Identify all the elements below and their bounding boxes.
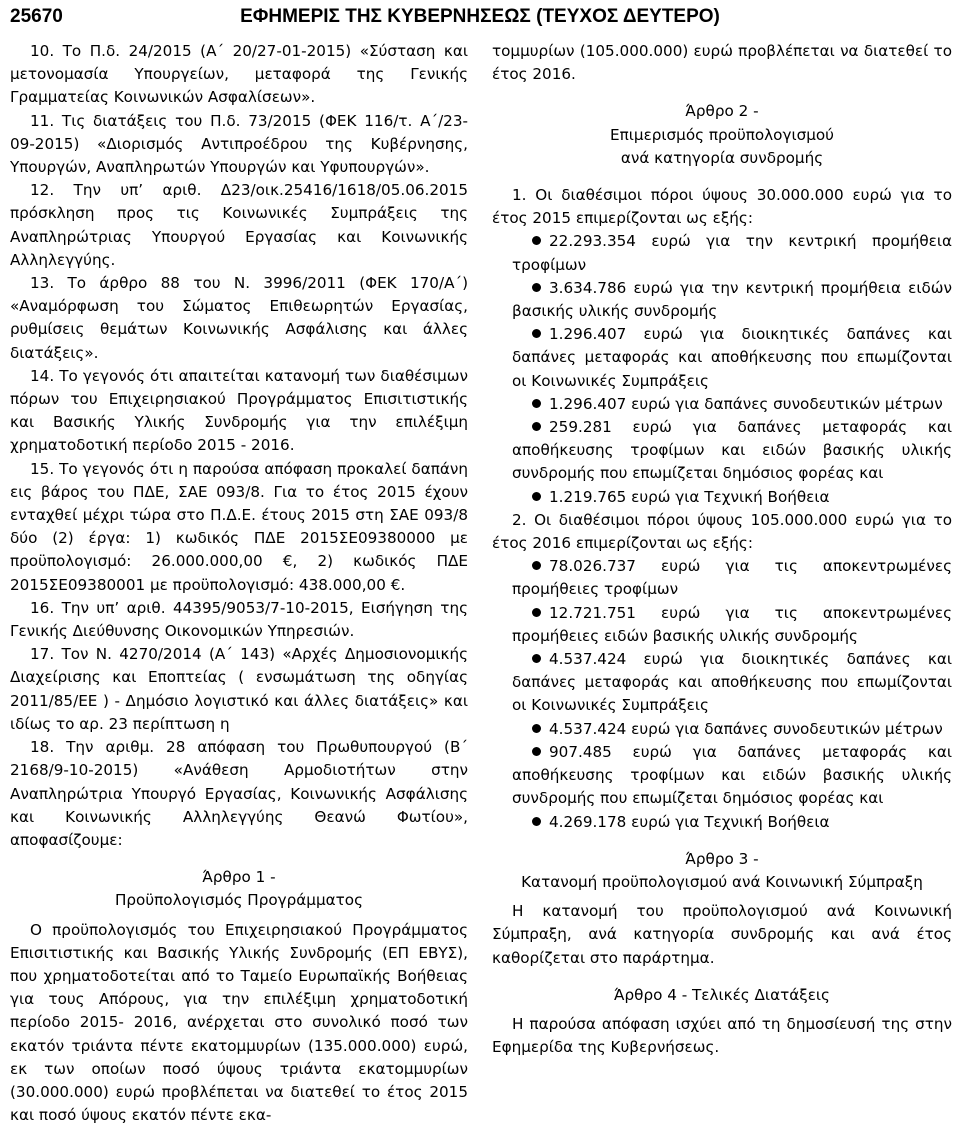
page-header bbox=[0, 0, 960, 40]
article-4-heading: Άρθρο 4 - Τελικές Διατάξεις bbox=[614, 985, 830, 1004]
article-3-body: Η κατανομή του προϋπολογισμού ανά Κοινωνική Σύμπραξη, ανά κατηγορία συνδρομής και ανά έτος καθορίζεται στο παράρτημα. bbox=[492, 902, 952, 967]
item-1-intro: 1. Οι διαθέσιμοι πόροι ύψους 30.000.000 ευρώ για το έτος 2015 επιμερίζονται ως εξής: bbox=[492, 186, 952, 228]
paragraph-10: 10. Το Π.δ. 24/2015 (Α΄ 20/27-01-2015) «Σύσταση και μετονομασία Υπουργείων, μεταφορά της Γενικής Γραμματείας Κοινωνικών Ασφαλίσεων». bbox=[10, 42, 468, 107]
article-1-body: Ο προϋπολογισμός του Επιχειρησιακού Προγράμματος Επισιτιστικής και Βασικής Υλικής Συνδρομής (ΕΠ ΕΒΥΣ), που χρηματοδοτείται από το Ταμείο Ευρωπαϊκής Βοήθειας για τους Απόρους, για την επιλέξιμη χρηματοδοτική περίοδο 2015- 2016, ανέρχεται στο συνολικό ποσό των εκατόν τριάντα πέντε εκατομμυρίων (135.000.000) ευρώ, εκ των οποίων ποσό ύψους τριάντα εκατομμυρίων (30.000.000) ευρώ προβλέπεται να διατεθεί το έτος 2015 και ποσό ύψους εκατόν πέντε εκα- bbox=[10, 920, 468, 1125]
article-2-heading: Άρθρο 2 - bbox=[685, 102, 759, 121]
list-item: 4.269.178 ευρώ για Τεχνική Βοήθεια bbox=[492, 811, 952, 834]
bullet-icon bbox=[532, 236, 541, 245]
article-2-title-line-1: Επιμερισμός προϋπολογισμού bbox=[610, 125, 834, 144]
article-3-heading: Άρθρο 3 - bbox=[685, 849, 759, 868]
bullet-icon bbox=[532, 817, 541, 826]
article-2-title-line-2: ανά κατηγορία συνδρομής bbox=[620, 148, 824, 167]
list-item: 1.296.407 ευρώ για διοικητικές δαπάνες και δαπάνες μεταφοράς και αποθήκευσης που επωμίζονται οι Κοινωνικές Συμπράξεις bbox=[512, 325, 952, 390]
bullet-icon bbox=[532, 399, 541, 408]
paragraph-17: 17. Τον Ν. 4270/2014 (Α΄ 143) «Αρχές Δημοσιονομικής Διαχείρισης και Εποπτείας ( ενσωμάτωση της οδηγίας 2011/85/ΕΕ ) - Δημόσιο λογιστικό και άλλες διατάξεις» και ιδίως το αρ. 23 περίπτωση η bbox=[10, 645, 468, 733]
bullet-icon bbox=[532, 561, 541, 570]
paragraph-12: 12. Την υπ’ αριθ. Δ23/οικ.25416/1618/05.06.2015 πρόσκληση προς τις Κοινωνικές Συμπράξεις της Αναπληρώτριας Υπουργού Εργασίας και Κοινωνικής Αλληλεγγύης. bbox=[10, 181, 468, 269]
bullet-icon bbox=[532, 492, 541, 501]
list-item: 259.281 ευρώ για δαπάνες μεταφοράς και αποθήκευσης τροφίμων και ειδών βασικής υλικής συνδρομής που επωμίζεται δημόσιος φορέας και bbox=[512, 418, 952, 483]
right-column bbox=[492, 40, 952, 1059]
paragraph-16: 16. Την υπ’ αριθ. 44395/9053/7-10-2015, Εισήγηση της Γενικής Διεύθυνσης Οικονομικών Υπηρεσιών. bbox=[10, 598, 468, 641]
item-2-intro: 2. Οι διαθέσιμοι πόροι ύψους 105.000.000 ευρώ για το έτος 2016 επιμερίζονται ως εξής: bbox=[492, 510, 952, 553]
article-4-body: Η παρούσα απόφαση ισχύει από τη δημοσίευσή της στην Εφημερίδα της Κυβερνήσεως. bbox=[492, 1014, 952, 1057]
list-item: 1.219.765 ευρώ για Τεχνική Βοήθεια bbox=[492, 486, 952, 509]
list-item: 907.485 ευρώ για δαπάνες μεταφοράς και αποθήκευσης τροφίμων και ειδών βασικής υλικής συνδρομής που επωμίζεται δημόσιος φορέας και bbox=[512, 742, 952, 808]
gazette-title: ΕΦΗΜΕΡΙΣ ΤΗΣ ΚΥΒΕΡΝΗΣΕΩΣ (ΤΕΥΧΟΣ ΔΕΥΤΕΡΟ) bbox=[240, 6, 720, 27]
list-item: 4.537.424 ευρώ για διοικητικές δαπάνες και δαπάνες μεταφοράς και αποθήκευσης που επωμίζονται οι Κοινωνικές Συμπράξεις bbox=[512, 650, 952, 715]
bullet-icon bbox=[532, 283, 541, 292]
bullet-icon bbox=[532, 329, 541, 338]
paragraph-15: 15. Το γεγονός ότι η παρούσα απόφαση προκαλεί δαπάνη εις βάρος του ΠΔΕ, ΣΑΕ 093/8. Για το έτος 2015 έχουν ενταχθεί μέχρι τώρα στο Π.Δ.Ε. έτους 2015 στη ΣΑΕ 093/8 δύο (2) έργα: 1) κωδικός ΠΔΕ 2015ΣΕ09380000 με προϋπολογισμό: 26.000.000,00 €, 2) κωδικός ΠΔΕ 2015ΣΕ09380001 με προϋπολογισμό: 438.000,00 €. bbox=[10, 459, 468, 594]
article-1-title: Προϋπολογισμός Προγράμματος bbox=[115, 891, 363, 910]
list-item: 4.537.424 ευρώ για δαπάνες συνοδευτικών μέτρων bbox=[492, 718, 952, 741]
list-item: 22.293.354 ευρώ για την κεντρική προμήθεια τροφίμων bbox=[512, 232, 952, 274]
paragraph-14: 14. Το γεγονός ότι απαιτείται κατανομή των διαθέσιμων πόρων του Επιχειρησιακού Προγράμματος Επισιτιστικής και Βασικής Υλικής Συνδρομής για την επιλέξιμη χρηματοδοτική περίοδο 2015 - 2016. bbox=[10, 366, 468, 455]
bullet-icon bbox=[532, 608, 541, 617]
article-3-title: Κατανομή προϋπολογισμού ανά Κοινωνική Σύμπραξη bbox=[521, 872, 923, 891]
list-item: 3.634.786 ευρώ για την κεντρική προμήθεια ειδών βασικής υλικής συνδρομής bbox=[512, 278, 952, 321]
bullet-icon bbox=[532, 724, 541, 733]
bullet-list-2015 bbox=[492, 230, 952, 508]
article-1-heading: Άρθρο 1 - bbox=[202, 868, 276, 887]
bullet-icon bbox=[532, 747, 541, 756]
paragraph-13: 13. Το άρθρο 88 του Ν. 3996/2011 (ΦΕΚ 170/Α΄) «Αναμόρφωση του Σώματος Επιθεωρητών Εργασίας, ρυθμίσεις θεμάτων Κοινωνικής Ασφάλισης και άλλες διατάξεις». bbox=[10, 274, 468, 362]
paragraph-11: 11. Τις διατάξεις του Π.δ. 73/2015 (ΦΕΚ 116/τ. Α΄/23-09-2015) «Διορισμός Αντιπροέδρου της Κυβέρνησης, Υπουργών, Αναπληρωτών Υπουργών και Υφυπουργών». bbox=[10, 111, 468, 177]
article-1-continuation: τομμυρίων (105.000.000) ευρώ προβλέπεται να διατεθεί το έτος 2016. bbox=[492, 42, 952, 84]
bullet-list-2016 bbox=[492, 555, 952, 833]
list-item: 78.026.737 ευρώ για τις αποκεντρωμένες προμήθειες τροφίμων bbox=[512, 557, 952, 599]
page-number: 25670 bbox=[10, 6, 63, 27]
left-column bbox=[10, 40, 468, 1127]
paragraph-18: 18. Την αριθμ. 28 απόφαση του Πρωθυπουργού (Β΄ 2168/9-10-2015) «Ανάθεση Αρμοδιοτήτων στην Αναπληρώτρια Υπουργό Εργασίας, Κοινωνικής Ασφάλισης και Κοινωνικής Αλληλεγγύης Θεανώ Φωτίου», αποφασίζουμε: bbox=[10, 738, 468, 849]
bullet-icon bbox=[532, 422, 541, 431]
list-item: 12.721.751 ευρώ για τις αποκεντρωμένες προμήθειες ειδών βασικής υλικής συνδρομής bbox=[512, 603, 952, 645]
bullet-icon bbox=[532, 654, 541, 663]
list-item: 1.296.407 ευρώ για δαπάνες συνοδευτικών μέτρων bbox=[492, 393, 952, 416]
